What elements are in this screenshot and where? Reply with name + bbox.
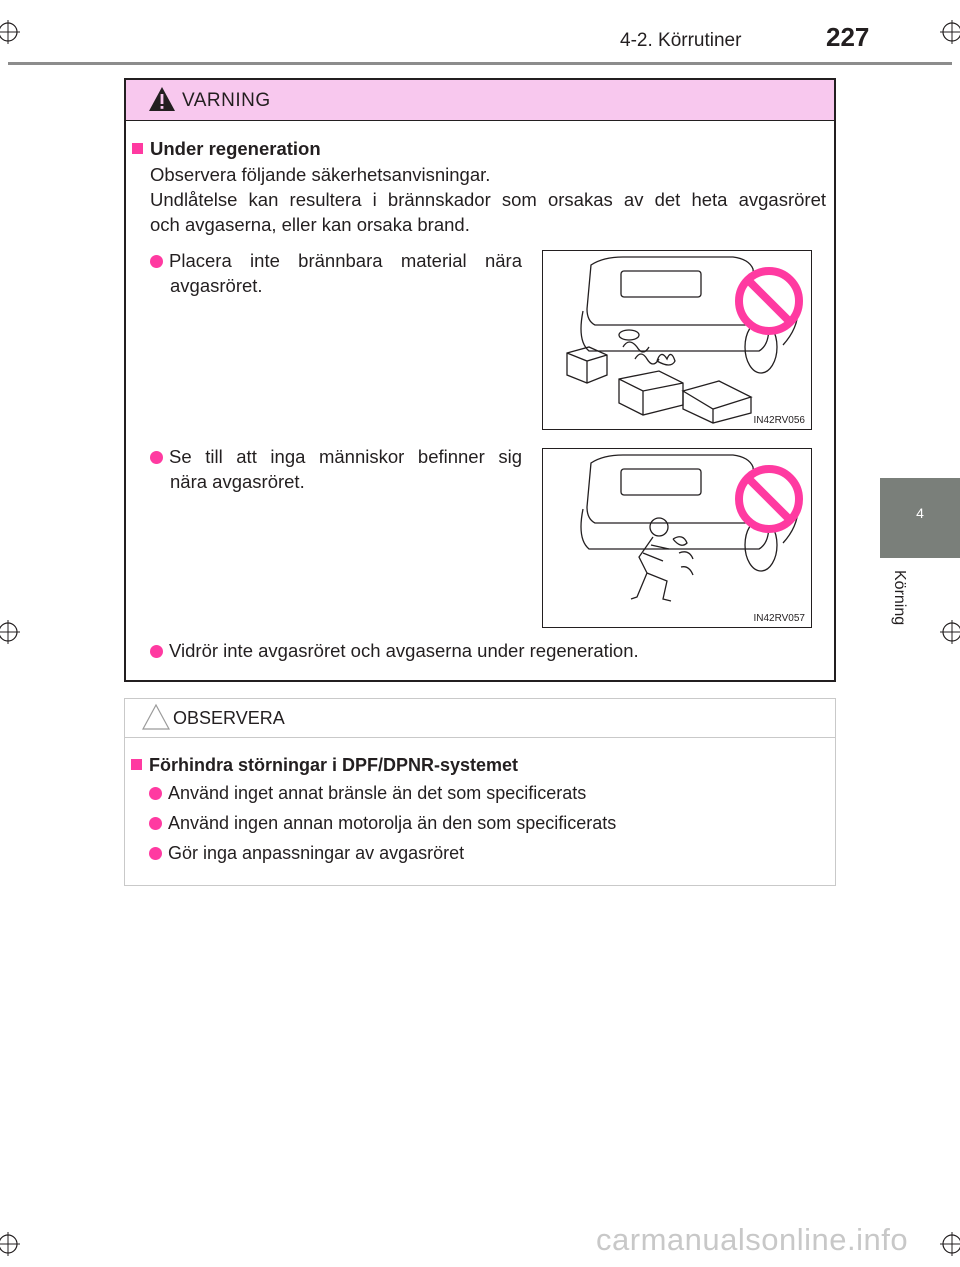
notice-heading: Förhindra störningar i DPF/DPNR-systemet [131, 753, 518, 778]
notice-box [124, 698, 836, 886]
warning-triangle-icon [148, 86, 176, 112]
chapter-tab-label: Körning [891, 570, 908, 626]
registration-mark-icon [0, 620, 20, 644]
warning-title: VARNING [182, 90, 271, 111]
warning-bullet-3: Vidrör inte avgasröret och avgaserna under regeneration. [150, 638, 639, 663]
figure-exhaust-flammable [542, 250, 812, 430]
caution-triangle-icon [141, 703, 171, 731]
warning-bullet-1: Placera inte brännbara material nära avgasröret. [150, 248, 522, 298]
round-bullet-icon [150, 645, 163, 658]
registration-mark-icon [940, 20, 960, 44]
warning-intro-line2: Undlåtelse kan resultera i brännskador som orsakas av det heta avgasröret [150, 189, 826, 210]
notice-title: OBSERVERA [173, 708, 285, 728]
warning-intro-line1: Observera följande säkerhetsanvisningar. [150, 164, 491, 185]
warning-box [124, 78, 836, 682]
square-bullet-icon [131, 759, 142, 770]
round-bullet-icon [149, 847, 162, 860]
square-bullet-icon [132, 143, 143, 154]
registration-mark-icon [0, 20, 20, 44]
registration-mark-icon [0, 1232, 20, 1256]
page-number: 227 [826, 22, 870, 52]
figure-code: IN42RV056 [753, 415, 805, 426]
registration-mark-icon [940, 1232, 960, 1256]
car-rear-person-illustration [543, 449, 811, 627]
warning-heading: Under regeneration [132, 136, 321, 161]
warning-header [126, 80, 834, 121]
notice-item: Gör inga anpassningar av avgasröret [149, 841, 464, 866]
car-rear-boxes-illustration [543, 251, 811, 429]
registration-mark-icon [940, 620, 960, 644]
header-rule [8, 62, 952, 65]
round-bullet-icon [149, 817, 162, 830]
section-title: 4-2. Körrutiner [620, 30, 742, 51]
watermark[interactable]: carmanualsonline.info [596, 1222, 909, 1257]
round-bullet-icon [150, 255, 163, 268]
chapter-tab-number: 4 [916, 505, 924, 521]
figure-code: IN42RV057 [753, 613, 805, 624]
round-bullet-icon [150, 451, 163, 464]
notice-item: Använd ingen annan motorolja än den som specificerats [149, 811, 616, 836]
figure-exhaust-people [542, 448, 812, 628]
warning-bullet-2: Se till att inga människor befinner sig nära avgasröret. [150, 444, 522, 494]
notice-item: Använd inget annat bränsle än det som specificerats [149, 781, 586, 806]
round-bullet-icon [149, 787, 162, 800]
notice-header [125, 699, 835, 738]
warning-intro-line3: och avgaserna, eller kan orsaka brand. [150, 214, 470, 235]
